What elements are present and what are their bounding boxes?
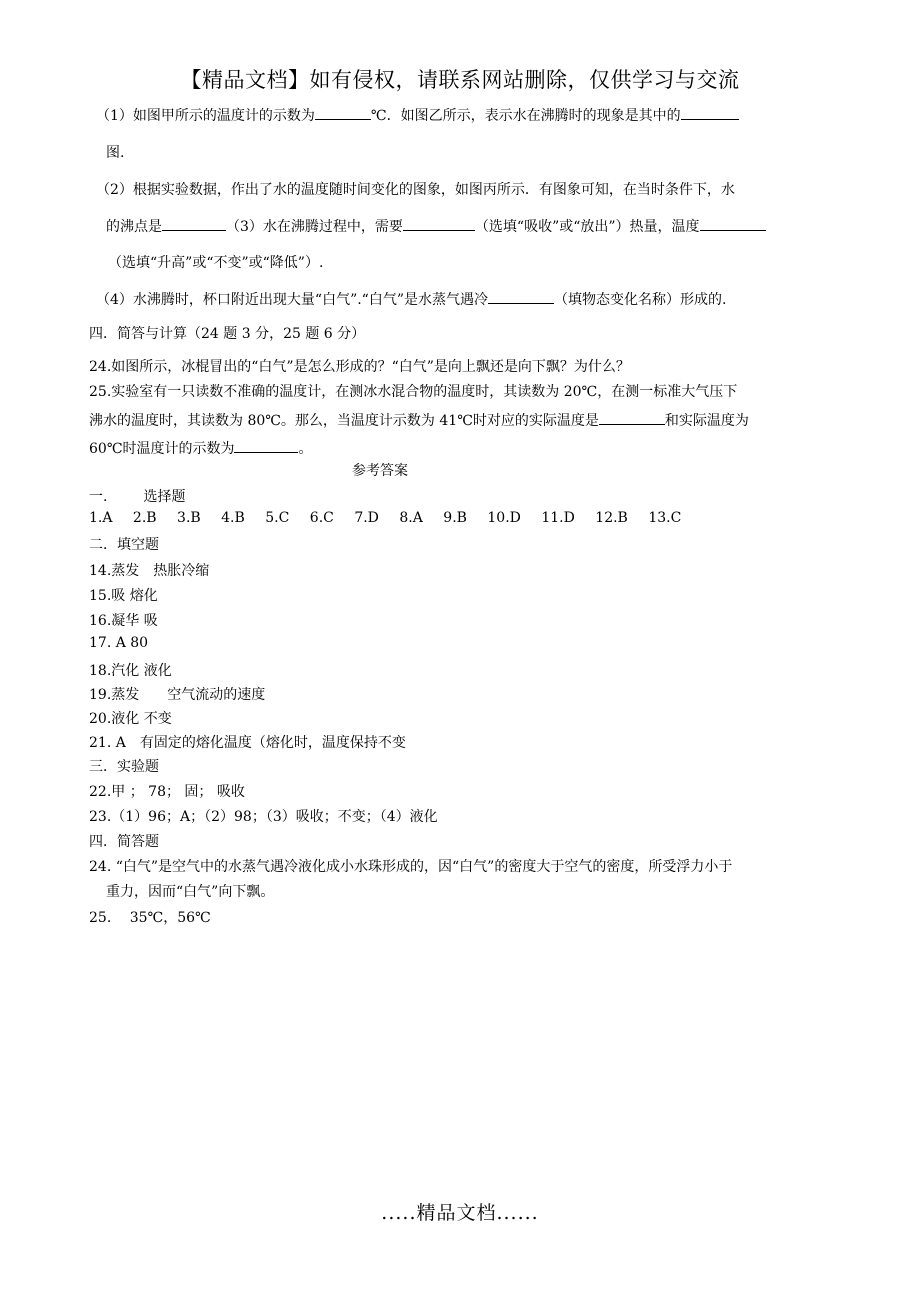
answer-17: 17. A 80	[89, 635, 149, 651]
answer-25: 25. 35℃，56℃	[89, 910, 211, 926]
choice-answer: 4.B	[221, 510, 245, 526]
answer-14: 14.蒸发 热胀冷缩	[89, 563, 210, 579]
choice-answer: 1.A	[89, 510, 113, 526]
answer-22: 22.甲 ； 78； 固； 吸收	[89, 784, 245, 800]
choice-answer: 11.D	[541, 510, 575, 526]
answer-23: 23.（1）96；A；（2）98；（3）吸收；不变；（4）液化	[89, 809, 438, 825]
answer-21: 21. A 有固定的熔化温度（熔化时，温度保持不变	[89, 735, 406, 751]
choice-answer: 5.C	[265, 510, 290, 526]
q25-text-e: 。	[298, 441, 313, 457]
q25-blank-actual-temp	[599, 409, 665, 425]
choice-answer: 7.D	[354, 510, 379, 526]
answers-title: 参考答案	[352, 463, 408, 479]
section-1-label: 选择题	[143, 489, 186, 505]
q1-text-a: （1）如图甲所示的温度计的示数为	[96, 108, 315, 124]
q25-text-b: 沸水的温度时，其读数为 80℃。那么，当温度计示数为 41℃时对应的实际温度是	[89, 413, 599, 429]
choice-answers-row	[89, 510, 681, 526]
question-1-line-1	[96, 104, 739, 125]
question-3-line-3: （选填“升高”或“不变”或“降低”）.	[108, 255, 324, 271]
question-24: 24.如图所示，冰棍冒出的“白气”是怎么形成的？“白气”是向上飘还是向下飘？为什么？	[89, 359, 630, 375]
choice-answer: 12.B	[595, 510, 628, 526]
watermark-header: 【精品文档】如有侵权，请联系网站删除，仅供学习与交流	[180, 68, 740, 92]
answers-section-1-heading	[89, 486, 185, 506]
q4-text-a: （4）水沸腾时，杯口附近出现大量“白气”.“白气”是水蒸气遇冷	[96, 292, 488, 308]
question-4-line	[96, 288, 726, 309]
q1-blank-temp	[315, 104, 371, 120]
question-2-line-1: （2）根据实验数据，作出了水的温度随时间变化的图象，如图丙所示．有图象可知，在当时条件下，水	[96, 182, 735, 198]
question-25-line-1: 25.实验室有一只读数不准确的温度计，在测冰水混合物的温度时，其读数为 20℃，在测一标准大气压下	[89, 384, 738, 400]
choice-answer: 2.B	[132, 510, 157, 526]
answer-24-line-1: 24. “白气”是空气中的水蒸气遇冷液化成小水珠形成的，因“白气”的密度大于空气的密度，所受浮力小于	[89, 859, 733, 875]
question-25-line-2	[89, 409, 749, 430]
q25-text-c: 和实际温度为	[664, 413, 749, 429]
q25-blank-reading	[234, 437, 298, 453]
choice-answer: 3.B	[177, 510, 201, 526]
q4-text-b: （填物态变化名称）形成的.	[554, 292, 727, 308]
answer-16: 16.凝华 吸	[89, 613, 158, 629]
choice-answer: 8.A	[399, 510, 423, 526]
question-2-line-2	[106, 215, 766, 236]
choice-answer: 6.C	[309, 510, 334, 526]
q25-text-d: 60℃时温度计的示数为	[89, 441, 235, 457]
watermark-footer: .....精品文档......	[381, 1202, 539, 1224]
choice-answer: 10.D	[487, 510, 521, 526]
q3-text-c: （3）水在沸腾过程中，需要	[226, 219, 403, 235]
choice-answer: 9.B	[443, 510, 467, 526]
q3-blank-heat	[403, 215, 475, 231]
q4-blank-phase-change	[488, 288, 554, 304]
choice-answer: 13.C	[648, 510, 682, 526]
section-1-number: 一.	[89, 489, 108, 505]
q1-text-b: ℃．如图乙所示，表示水在沸腾时的现象是其中的	[370, 108, 681, 124]
answer-15: 15.吸 熔化	[89, 588, 158, 604]
answers-section-2-heading: 二．填空题	[89, 537, 159, 553]
q2-blank-boiling-point	[162, 215, 226, 231]
answer-24-line-2: 重力，因而“白气”向下飘。	[106, 884, 275, 900]
question-25-line-3	[89, 437, 312, 458]
section-4-heading: 四．简答与计算（24 题 3 分，25 题 6 分）	[89, 326, 366, 342]
q3-text-d: （选填“吸收”或“放出”）热量，温度	[474, 219, 700, 235]
q2-text-b: 的沸点是	[106, 219, 162, 235]
answers-section-3-heading: 三．实验题	[89, 759, 159, 775]
answers-section-4-heading: 四．简答题	[89, 834, 159, 850]
question-1-line-2: 图.	[106, 145, 125, 161]
answer-19: 19.蒸发 空气流动的速度	[89, 687, 266, 703]
answer-18: 18.汽化 液化	[89, 663, 172, 679]
answer-20: 20.液化 不变	[89, 711, 172, 727]
q1-blank-figure	[681, 104, 739, 120]
q3-blank-temperature	[700, 215, 766, 231]
